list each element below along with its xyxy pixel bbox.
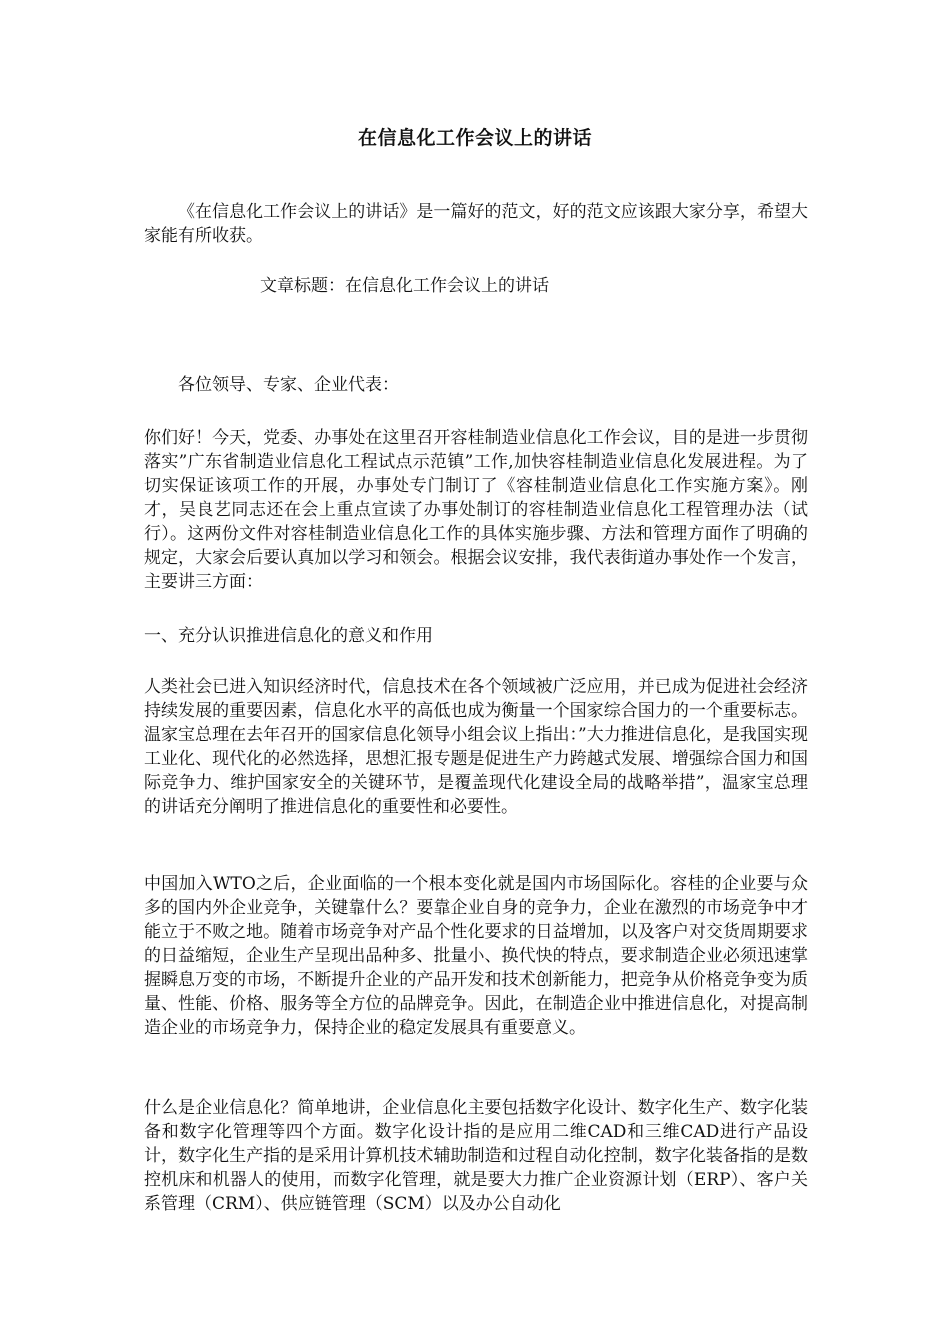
body-paragraph-1: 你们好！今天，党委、办事处在这里召开容桂制造业信息化工作会议，目的是进一步贯彻落实”广东省制造业信息化工程试点示范镇”工作,加快容桂制造业信息化发展进程。为了切实保证该项工作的开展，办事处专门制订了《容桂制造业信息化工作实施方案》。刚才，吴良艺同志还在会上重点宣读了办事处制订的容桂制造业信息化工程管理办法（试行）。这两份文件对容桂制造业信息化工作的具体实施步骤、方法和管理方面作了明确的规定，大家会后要认真加以学习和领会。根据会议安排，我代表街道办事处作一个发言，主要讲三方面： — [144, 428, 808, 592]
intro-paragraph: 《在信息化工作会议上的讲话》是一篇好的范文，好的范文应该跟大家分享，希望大家能有所收获。 — [144, 202, 808, 246]
body-paragraph-3: 中国加入WTO之后，企业面临的一个根本变化就是国内市场国际化。容桂的企业要与众多的国内外企业竞争，关键靠什么？要靠企业自身的竞争力，企业在激烈的市场竞争中才能立于不败之地。随着市场竞争对产品个性化要求的日益增加，以及客户对交货周期要求的日益缩短，企业生产呈现出品种多、批量小、换代快的特点，要求制造企业必须迅速掌握瞬息万变的市场，不断提升企业的产品开发和技术创新能力，把竞争从价格竞争变为质量、性能、价格、服务等全方位的品牌竞争。因此，在制造企业中推进信息化，对提高制造企业的市场竞争力，保持企业的稳定发展具有重要意义。 — [144, 874, 808, 1038]
article-title-line: 文章标题：在信息化工作会议上的讲话 — [260, 276, 549, 296]
section-heading-1: 一、充分认识推进信息化的意义和作用 — [144, 626, 433, 646]
greeting-line: 各位领导、专家、企业代表： — [178, 375, 399, 395]
body-paragraph-2: 人类社会已进入知识经济时代，信息技术在各个领域被广泛应用，并已成为促进社会经济持续发展的重要因素，信息化水平的高低也成为衡量一个国家综合国力的一个重要标志。温家宝总理在去年召开的国家信息化领导小组会议上指出：”大力推进信息化，是我国实现工业化、现代化的必然选择，思想汇报专题是促进生产力跨越式发展、增强综合国力和国际竞争力、维护国家安全的关键环节，是覆盖现代化建设全局的战略举措”，温家宝总理的讲话充分阐明了推进信息化的重要性和必要性。 — [144, 677, 808, 817]
body-paragraph-4: 什么是企业信息化？简单地讲，企业信息化主要包括数字化设计、数字化生产、数字化装备和数字化管理等四个方面。数字化设计指的是应用二维CAD和三维CAD进行产品设计，数字化生产指的是采用计算机技术辅助制造和过程自动化控制，数字化装备指的是数控机床和机器人的使用，而数字化管理，就是要大力推广企业资源计划（ERP）、客户关系管理（CRM）、供应链管理（SCM）以及办公自动化 — [144, 1098, 808, 1214]
page-title: 在信息化工作会议上的讲话 — [357, 127, 592, 149]
